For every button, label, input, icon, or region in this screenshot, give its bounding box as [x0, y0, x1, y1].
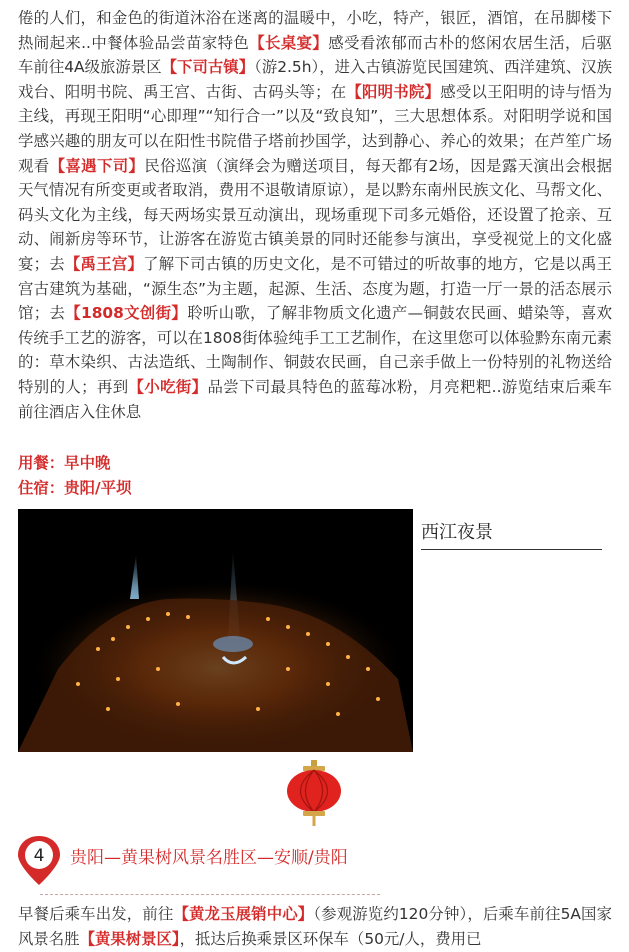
highlight-place: 【喜遇下司】 — [49, 156, 145, 175]
text-segment: 感受看浓郁而古朴的悠闲农居生活，后驱车前往4A级旅游景区 — [18, 33, 612, 77]
text-segment: 感受以王阳明的诗与悟为主线，再现王阳明“心即理”“知行合一”以及“致良知”，三大思想体系。对阳明学说和国学感兴趣的朋友可以在阳性书院借子塔前抄国学，达到静心、养心的效果；在芦笙广场观看 — [18, 82, 612, 175]
text-segment: 倦的人们，和金色的街道沐浴在迷离的温暖中，小吃，特产，银匠，酒馆，在吊脚楼下热闹起来..中餐体验品尝苗家特色 — [18, 9, 612, 52]
text-segment: （游2.5h），进入古镇游览民国建筑、西洋建筑、汉族戏台、阳明书院、禹王宫、古街、古码头等；在 — [18, 58, 612, 101]
red-lantern-icon — [285, 760, 343, 830]
meals-info: 用餐：早中晚 — [18, 454, 111, 472]
highlight-place: 【黄果树景区】 — [79, 929, 180, 948]
day-title-divider — [40, 894, 380, 895]
highlight-place: 【下司古镇】 — [161, 58, 255, 77]
day-number: 4 — [33, 846, 45, 866]
highlight-place: 【阳明书院】 — [346, 82, 441, 101]
text-segment: 民俗巡演（演绎会为赠送项目，每天都有2场，因是露天演出会根据天气情况有所变更或者取消，费用不退敬请原谅），是以黔东南州民族文化、马帮文化、码头文化为主线，每天两场实景互动演出，现场重现下司多元婚俗，还设置了抢亲、互动、闹新房等环节，让游客在游览古镇美景的同时还能参与演出，享受视觉上的文化盛宴；去 — [18, 156, 612, 273]
caption-underline — [421, 549, 602, 550]
itinerary-paragraph-day4 — [18, 902, 612, 951]
stay-info: 住宿：贵阳/平坝 — [18, 479, 132, 497]
text-segment: ，抵达后换乘景区环保车（50元/人，费用已 — [179, 929, 482, 948]
text-segment: 了解下司古镇的历史文化，是不可错过的听故事的地方，它是以禹王宫古建筑为基础，“源生态”为主题，起源、生活、态度为题，打造一厅一景的活态展示馆；去 — [18, 254, 612, 323]
highlight-place: 【禹王宫】 — [64, 254, 144, 273]
text-segment: 聆听山歌，了解非物质文化遗产—铜鼓农民画、蜡染等，喜欢传统手工艺的游客，可以在1808街体验纯手工工艺制作，在这里您可以体验黔东南元素的：草木染织、古法造纸、土陶制作、铜鼓农民画，自己亲手做上一份特别的礼物送给特别的人；再到 — [18, 304, 612, 396]
text-segment: 早餐后乘车出发，前往 — [18, 905, 174, 923]
highlight-place: 【小吃街】 — [128, 377, 208, 396]
highlight-place: 【1808文创街】 — [65, 304, 188, 323]
text-segment: （参观游览约120分钟），后乘车前往5A国家风景名胜 — [18, 905, 612, 948]
text-segment: 品尝下司最具特色的蓝莓冰粉，月亮粑粑..游览结束后乘车前往酒店入住休息 — [18, 377, 612, 421]
highlight-place: 【黄龙玉展销中心】 — [173, 905, 314, 923]
xijiang-night-photo — [18, 509, 413, 752]
day-title: 贵阳—黄果树风景名胜区—安顺/贵阳 — [70, 848, 348, 868]
day-number-badge — [16, 834, 62, 886]
highlight-place: 【长桌宴】 — [249, 33, 329, 52]
itinerary-paragraph-day3 — [18, 6, 612, 424]
photo-caption: 西江夜景 — [421, 522, 493, 543]
